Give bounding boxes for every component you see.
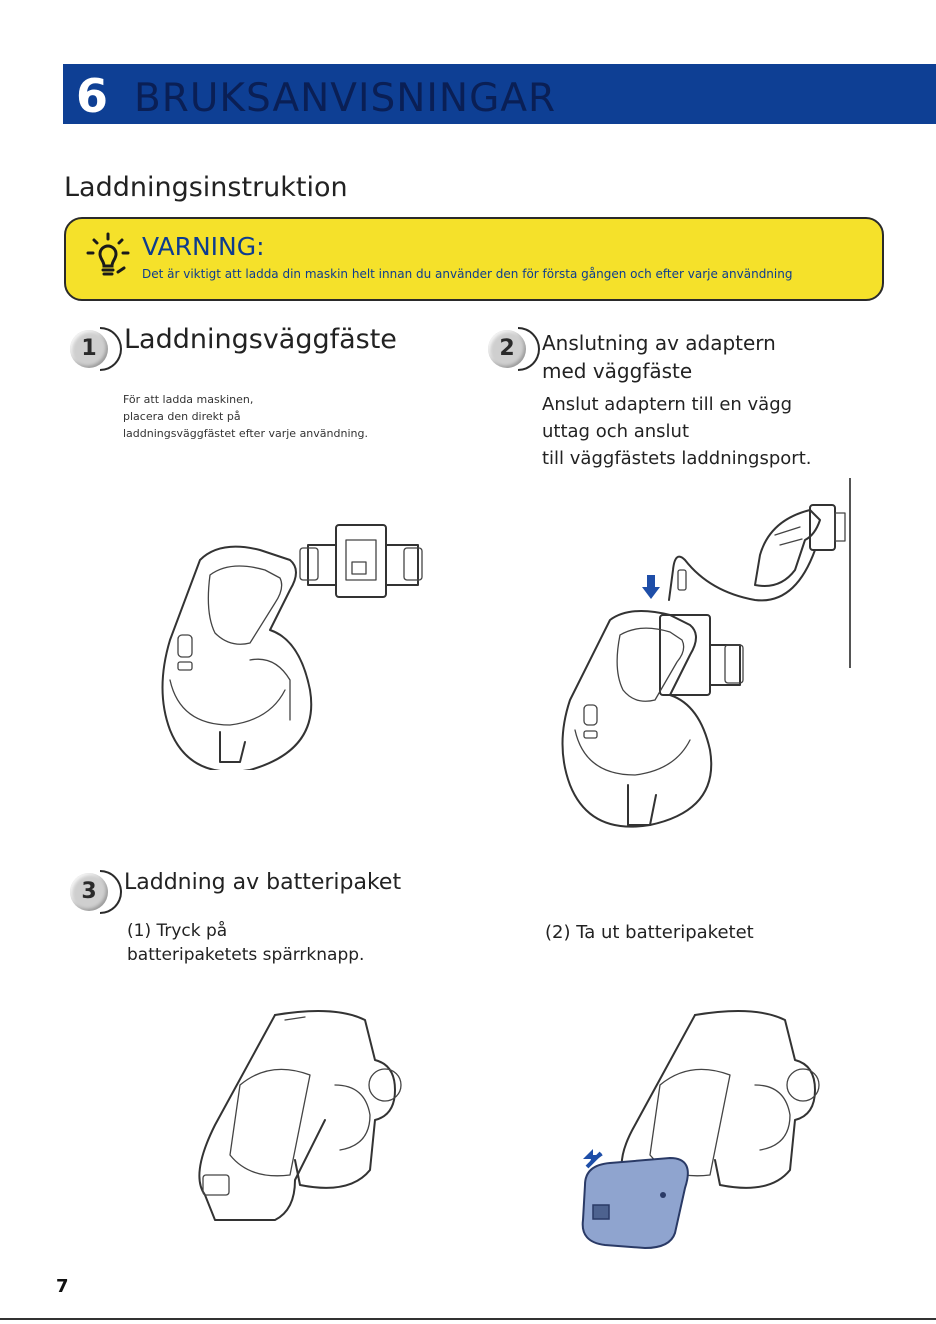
- remove-battery-illustration: [575, 1005, 825, 1260]
- adapter-connection-illustration: [560, 495, 855, 840]
- step-3-sub1-line: batteripaketets spärrknapp.: [127, 945, 365, 965]
- warning-title: VARNING:: [142, 232, 265, 261]
- down-arrow-head: [642, 587, 660, 599]
- step-2-line: Anslut adaptern till en vägg: [542, 394, 793, 415]
- step-2-line: till väggfästets laddningsport.: [542, 448, 812, 469]
- step-2-title-line: Anslutning av adaptern: [542, 331, 776, 355]
- warning-text: Det är viktigt att ladda din maskin helt innan du använder den för första gången och efter varje användning: [142, 267, 793, 281]
- step-1-line: placera den direkt på: [123, 410, 241, 423]
- page-number: 7: [56, 1276, 69, 1297]
- step-3-sub1-line: (1) Tryck på: [127, 921, 228, 941]
- step-1-bracket: [100, 327, 122, 371]
- step-1-text: [123, 391, 368, 442]
- step-1-badge: 1: [70, 330, 108, 368]
- down-arrow-stem: [647, 575, 655, 587]
- step-2-text: [542, 391, 811, 472]
- step-1-line: laddningsväggfästet efter varje användning.: [123, 427, 368, 440]
- step-2-title-line: med väggfäste: [542, 359, 693, 383]
- footer-line: [0, 1318, 936, 1320]
- step-1-title: Laddningsväggfäste: [124, 324, 397, 355]
- step-2-line: uttag och anslut: [542, 421, 690, 442]
- step-2-title: [542, 329, 776, 385]
- step-3-sub2: (2) Ta ut batteripaketet: [545, 922, 754, 943]
- vacuum-wall-mount-illustration: [150, 520, 440, 770]
- section-title: Laddningsinstruktion: [64, 172, 348, 203]
- step-1-line: För att ladda maskinen,: [123, 393, 254, 406]
- step-3-title: Laddning av batteripaket: [124, 870, 402, 895]
- step-3-bracket: [100, 870, 122, 914]
- chapter-title: BRUKSANVISNINGAR: [134, 76, 557, 121]
- step-2-bracket: [518, 327, 540, 371]
- step-2-badge: 2: [488, 330, 526, 368]
- step-3-badge: 3: [70, 873, 108, 911]
- lightbulb-icon: [86, 232, 130, 280]
- chapter-number: 6: [76, 69, 109, 123]
- step-3-sub1: [127, 919, 364, 967]
- battery-pack: [583, 1158, 688, 1248]
- press-battery-release-illustration: [185, 1005, 410, 1230]
